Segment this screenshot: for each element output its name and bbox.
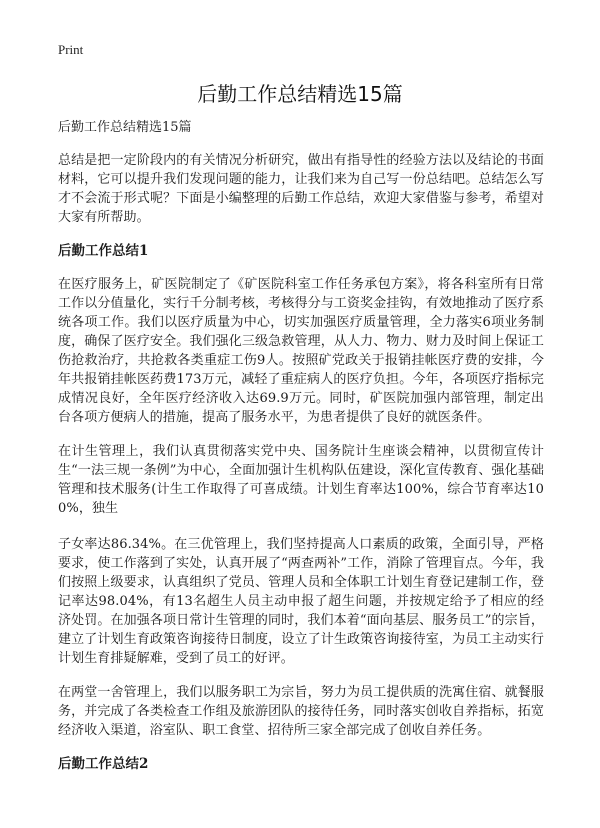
print-label: Print <box>58 42 84 57</box>
section-1-paragraph-family-planning: 在计生管理上，我们认真贯彻落实党中央、国务院计生座谈会精神，以贯彻宣传计生“一法三规一条例”为中心，全面加强计生机构队伍建设，深化宣传教育、强化基础管理和技术服务(计生工作取得了可喜成绩。计划生育率达100%，综合节育率达100%，独生 <box>58 444 544 516</box>
section-heading-1: 后勤工作总结1 <box>58 243 149 259</box>
section-heading-2: 后勤工作总结2 <box>58 756 149 772</box>
section-1-paragraph-family-planning-cont: 子女率达86.34%。在三优管理上，我们坚持提高人口素质的政策，全面引导，严格要求，使工作落到了实处，认真开展了“两查两补”工作，消除了管理盲点。今年，我们按照上级要求，认真组织了党员、管理人员和全体职工计划生育登记建制工作，登记率达98.04%，有13名超生人员主动申报了超生问题，并按规定给予了相应的经济处罚。在加强各项日常计生管理的同时，我们本着“面向基层、服务员工”的宗旨，建立了计划生育政策咨询接待日制度，设立了计生政策咨询接待室，为员工主动实行计划生育排疑解难，受到了员工的好评。 <box>58 537 544 666</box>
section-1-paragraph-medical: 在医疗服务上，矿医院制定了《矿医院科室工作任务承包方案》，将各科室所有日常工作以分值量化，实行千分制考核，考核得分与工资奖金挂钩，有效地推动了医疗系统各项工作。我们以医疗质量为中心，切实加强医疗质量管理，全力落实6项业务制度，确保了医疗安全。我们强化三级急救管理，从人力、物力、财力及时间上保证工伤抢救治疗，共抢救各类重症工伤9人。按照矿党政关于报销挂帐医疗费的安排，今年共报销挂帐医药费173万元，减轻了重症病人的医疗负担。今年，各项医疗指标完成情况良好，全年医疗经济收入达69.9万元。同时，矿医院加强内部管理，制定出台各项方便病人的措施，提高了服务水平，为患者提供了良好的就医条件。 <box>58 277 544 425</box>
document-subtitle: 后勤工作总结精选15篇 <box>58 120 192 135</box>
intro-paragraph: 总结是把一定阶段内的有关情况分析研究，做出有指导性的经验方法以及结论的书面材料，它可以提升我们发现问题的能力，让我们来为自己写一份总结吧。总结怎么写才不会流于形式呢？下面是小编整理的后勤工作总结，欢迎大家借鉴与参考，希望对大家有所帮助。 <box>58 153 544 225</box>
document-body <box>58 118 544 788</box>
page-title: 后勤工作总结精选15篇 <box>197 82 403 106</box>
section-1-paragraph-canteen: 在两堂一舍管理上，我们以服务职工为宗旨，努力为员工提供质的洗寓住宿、就餐服务，并完成了各类检查工作组及旅游团队的接待任务，同时落实创收自养指标，拓宽经济收入渠道，浴室队、职工食堂、招待所三家全部完成了创收自养任务。 <box>58 685 544 738</box>
